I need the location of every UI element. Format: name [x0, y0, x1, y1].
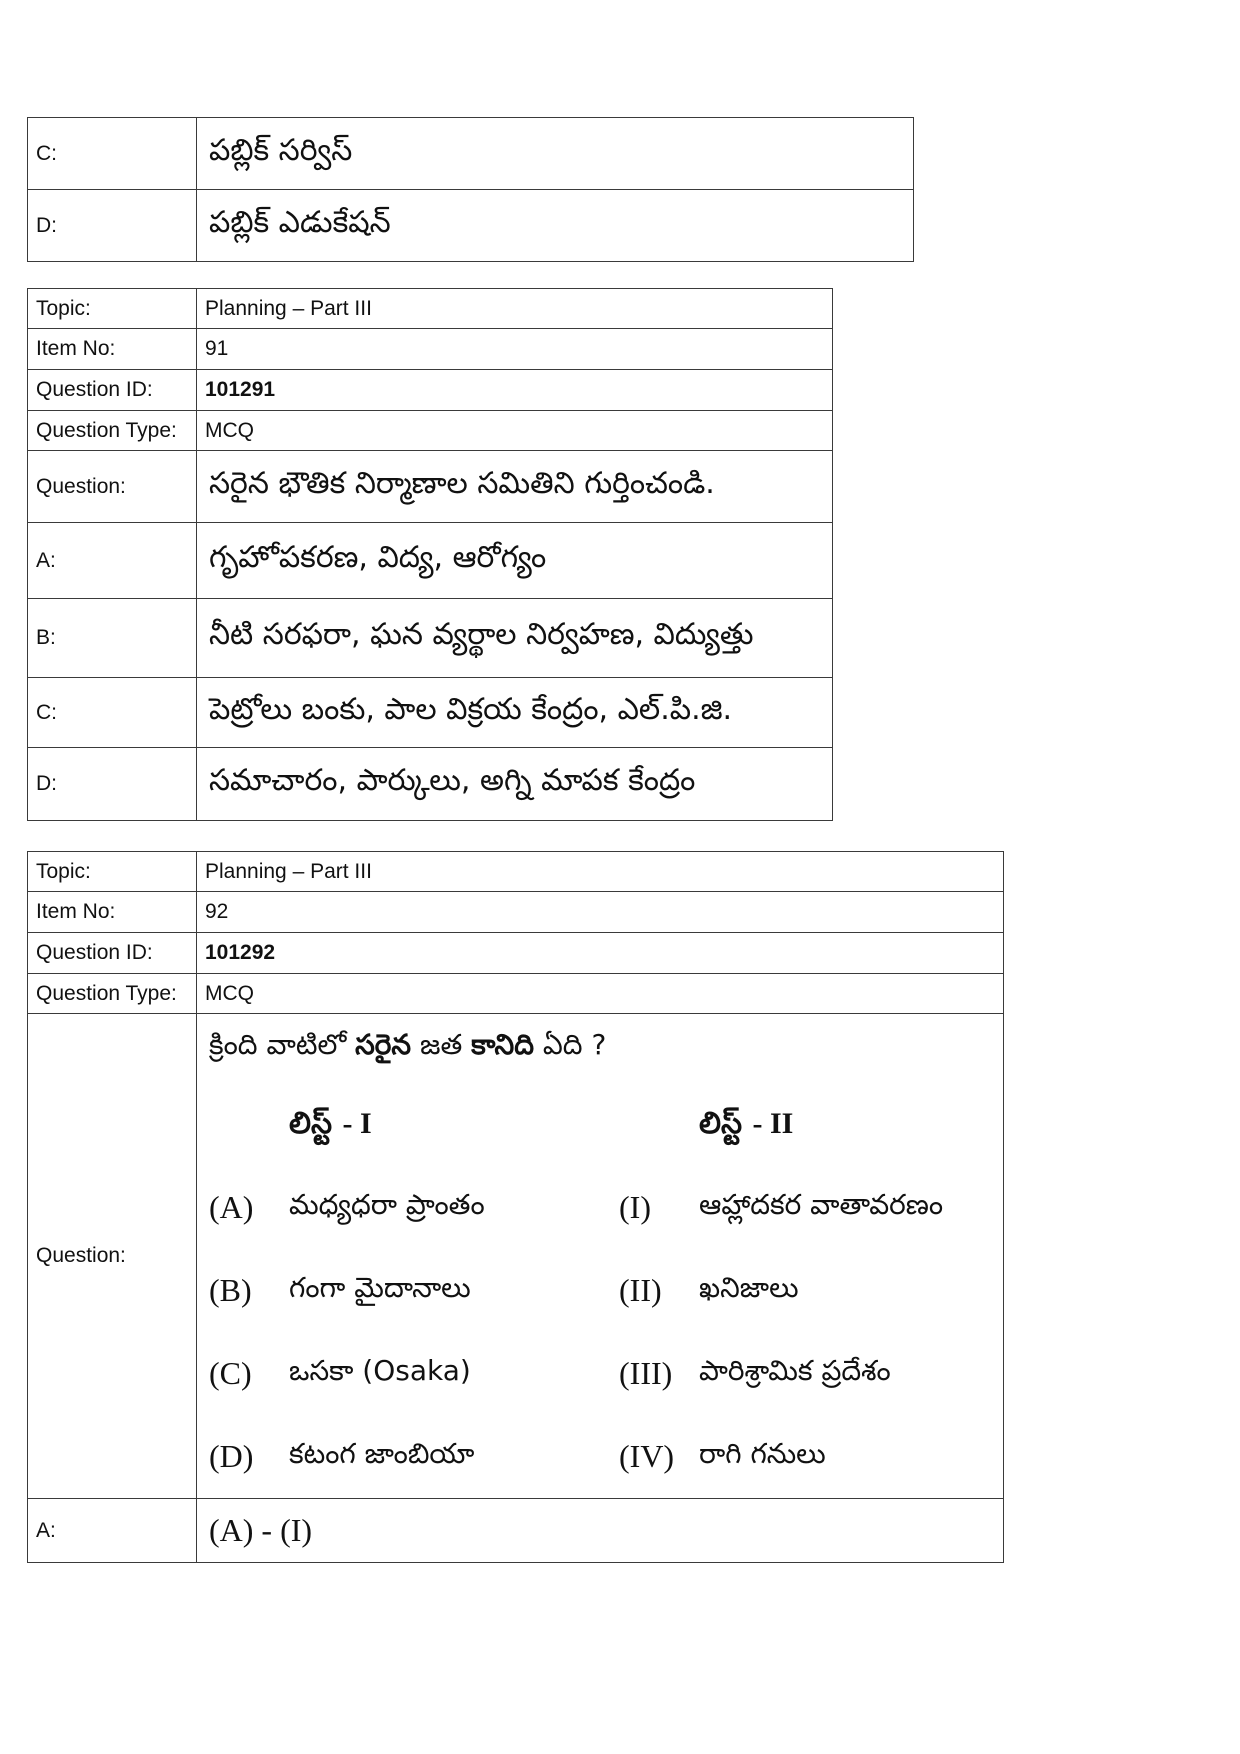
question-id-row	[28, 933, 1004, 974]
question-text-emphasis: సరైన	[355, 1028, 412, 1061]
list-1-value: ఒసకా (Osaka)	[289, 1353, 471, 1387]
list-2-number: - II	[752, 1107, 794, 1140]
question-id-value: 101291	[197, 370, 833, 411]
option-text: నీటి సరఫరా, ఘన వ్యర్థాల నిర్వహణ, విద్యుత్తు	[197, 599, 833, 678]
list-2-value: పారిశ్రామిక ప్రదేశం	[699, 1353, 891, 1387]
question-92-table	[27, 851, 1004, 1563]
item-no-label: Item No:	[28, 892, 197, 933]
option-label: A:	[28, 1499, 197, 1563]
question-type-row	[28, 411, 833, 451]
list-2-title: లిస్ట్	[699, 1107, 743, 1140]
list-2-key: (II)	[619, 1272, 662, 1308]
item-no-label: Item No:	[28, 329, 197, 370]
list-2-value: ఆహ్లాదకర వాతావరణం	[699, 1187, 944, 1221]
question-text: సరైన భౌతిక నిర్మాణాల సమితిని గుర్తించండి.	[197, 451, 833, 523]
question-text-part: జత	[411, 1028, 472, 1061]
topic-row	[28, 852, 1004, 892]
match-table	[209, 1088, 1009, 1498]
match-row	[209, 1249, 1009, 1332]
option-row-c	[28, 118, 914, 190]
option-row-d	[28, 748, 833, 821]
option-text: సమాచారం, పార్కులు, అగ్ని మాపక కేంద్రం	[197, 748, 833, 821]
list-1-key: (A)	[209, 1189, 254, 1225]
item-no-value: 92	[197, 892, 1004, 933]
list-2-key: (III)	[619, 1355, 673, 1391]
list-1-value: కటంగ జాంబియా	[289, 1436, 475, 1470]
question-type-value: MCQ	[197, 411, 833, 451]
option-label: D:	[28, 190, 197, 262]
option-text: (A) - (I)	[197, 1499, 1004, 1563]
option-row-b	[28, 599, 833, 678]
list-1-title: లిస్ట్	[289, 1107, 333, 1140]
topic-value: Planning – Part III	[197, 852, 1004, 892]
question-label: Question:	[28, 451, 197, 523]
topic-label: Topic:	[28, 852, 197, 892]
item-no-row	[28, 329, 833, 370]
option-label: B:	[28, 599, 197, 678]
option-row-a	[28, 1499, 1004, 1563]
question-label: Question:	[28, 1014, 197, 1499]
match-row	[209, 1332, 1009, 1415]
list-1-value: గంగా మైదానాలు	[289, 1270, 471, 1304]
list-1-key: (D)	[209, 1438, 254, 1474]
question-text-part: ఏది ?	[533, 1028, 607, 1061]
option-text: పబ్లిక్ ఎడుకేషన్	[197, 190, 914, 262]
option-label: D:	[28, 748, 197, 821]
previous-question-options-table	[27, 117, 914, 262]
list-1-key: (B)	[209, 1272, 252, 1308]
option-row-c	[28, 678, 833, 748]
topic-row	[28, 289, 833, 329]
list-2-value: ఖనిజాలు	[699, 1270, 799, 1304]
list-2-value: రాగి గనులు	[699, 1436, 826, 1470]
question-id-label: Question ID:	[28, 933, 197, 974]
list-1-number: - I	[342, 1107, 372, 1140]
list-1-value: మధ్యధరా ప్రాంతం	[289, 1187, 485, 1221]
list-2-key: (I)	[619, 1189, 651, 1225]
option-text: గృహోపకరణ, విద్య, ఆరోగ్యం	[197, 523, 833, 599]
question-text-part: క్రింది వాటిలో	[209, 1028, 356, 1061]
question-body	[197, 1014, 1004, 1499]
question-text-emphasis: కానిది	[471, 1028, 534, 1061]
question-id-value: 101292	[197, 933, 1004, 974]
question-type-row	[28, 974, 1004, 1014]
question-91-table	[27, 288, 833, 821]
item-no-row	[28, 892, 1004, 933]
match-header-row	[209, 1088, 1009, 1166]
option-row-a	[28, 523, 833, 599]
question-id-row	[28, 370, 833, 411]
list-1-key: (C)	[209, 1355, 252, 1391]
option-text: పెట్రోలు బంకు, పాల విక్రయ కేంద్రం, ఎల్.పి.జి.	[197, 678, 833, 748]
question-id-label: Question ID:	[28, 370, 197, 411]
question-type-value: MCQ	[197, 974, 1004, 1014]
list-2-header	[699, 1088, 1009, 1166]
topic-label: Topic:	[28, 289, 197, 329]
question-type-label: Question Type:	[28, 974, 197, 1014]
option-label: C:	[28, 118, 197, 190]
question-row	[28, 451, 833, 523]
list-2-key: (IV)	[619, 1438, 675, 1474]
match-row	[209, 1166, 1009, 1249]
question-type-label: Question Type:	[28, 411, 197, 451]
option-label: C:	[28, 678, 197, 748]
question-row	[28, 1014, 1004, 1499]
option-label: A:	[28, 523, 197, 599]
item-no-value: 91	[197, 329, 833, 370]
option-text: పబ్లిక్ సర్విస్	[197, 118, 914, 190]
question-text	[209, 1028, 995, 1068]
match-row	[209, 1415, 1009, 1498]
list-1-header	[289, 1088, 619, 1166]
topic-value: Planning – Part III	[197, 289, 833, 329]
option-row-d	[28, 190, 914, 262]
